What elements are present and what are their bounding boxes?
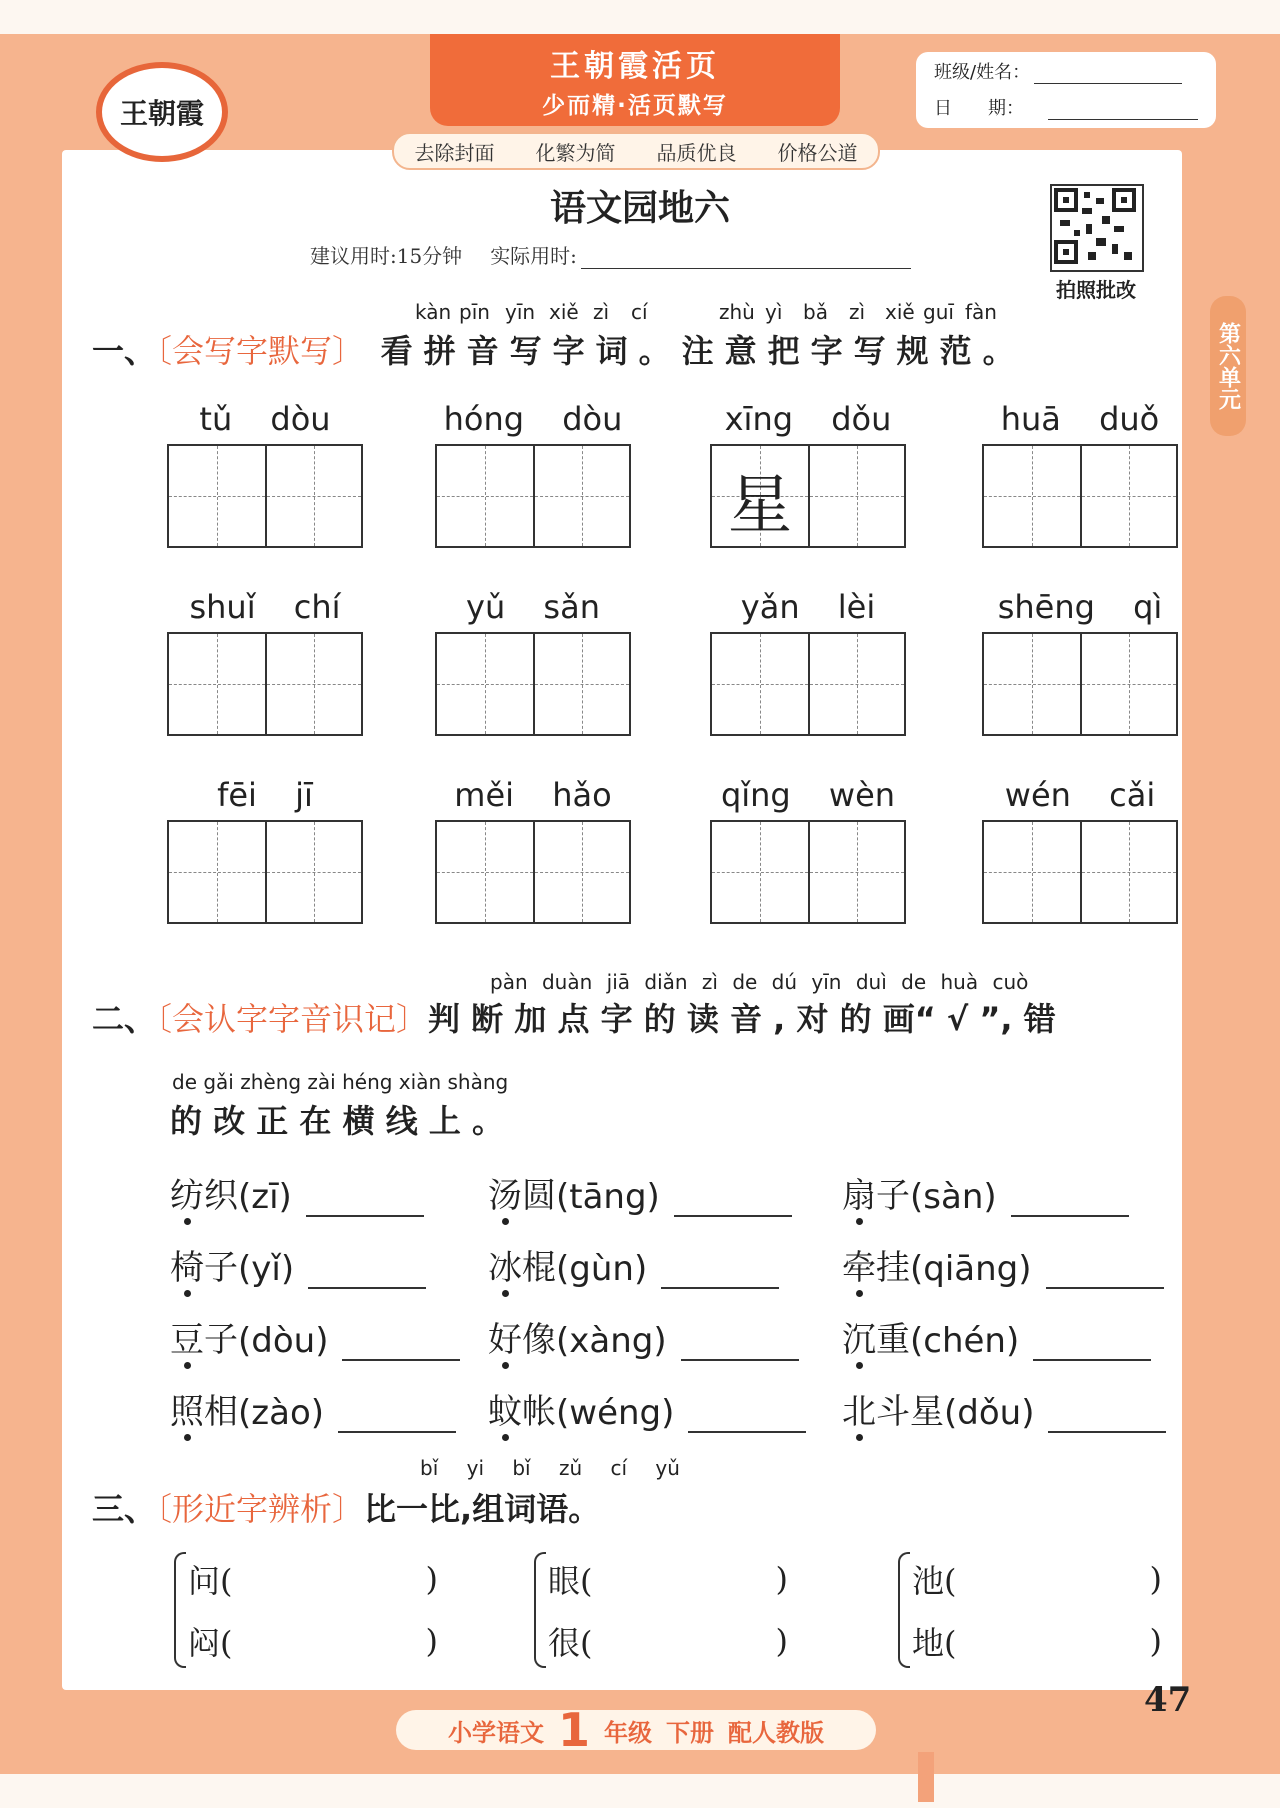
pinyin: pīn — [459, 300, 490, 324]
section2-pinyin-line2: de gǎi zhèng zài héng xiàn shàng — [172, 1070, 509, 1094]
item-word — [170, 1240, 238, 1289]
character-cell[interactable] — [533, 446, 629, 546]
emphasis-dot — [856, 1362, 863, 1369]
word-pinyin: yǎn lèi — [740, 588, 876, 626]
answer-blank[interactable] — [1048, 1401, 1166, 1433]
answer-blank[interactable] — [338, 1401, 456, 1433]
item-pinyin: (chén) — [910, 1321, 1020, 1361]
instruction-char: 注 — [681, 332, 714, 370]
answer-blank[interactable] — [342, 1329, 460, 1361]
word-item — [165, 776, 365, 924]
slogan: 品质优良 — [656, 140, 737, 165]
item-word-text: 沉重 — [842, 1320, 910, 1360]
section3-heading — [92, 1484, 600, 1530]
pinyin: guī — [923, 300, 954, 324]
item-word-text: 扇子 — [842, 1176, 910, 1216]
section2-pinyin-line1: pàn duàn jiā diǎn zì de dú yīn duì de huà cuò — [490, 970, 1029, 994]
instruction-char: 写 — [853, 332, 886, 370]
character-cell[interactable] — [808, 446, 904, 546]
word-item — [433, 588, 633, 736]
character-cell[interactable] — [437, 634, 533, 734]
word-item — [433, 400, 633, 548]
logo-text: 王朝霞 — [119, 97, 204, 130]
judgement-item — [170, 1384, 456, 1433]
instruction-char: 规 — [896, 332, 929, 370]
close-paren: ) — [1149, 1560, 1162, 1598]
emphasis-dot — [184, 1362, 191, 1369]
instruction-char: 。 — [982, 332, 1015, 370]
item-word-text: 纺织 — [170, 1176, 238, 1216]
slogan-bar — [392, 132, 880, 170]
item-word-text: 好像 — [488, 1320, 556, 1360]
pinyin: bǎ — [803, 300, 828, 324]
time-line — [310, 240, 911, 269]
pinyin: xiě — [549, 300, 579, 324]
word-pinyin: hóng dòu — [443, 400, 623, 438]
word-item — [165, 400, 365, 548]
close-paren: ) — [775, 1622, 788, 1660]
item-word — [488, 1168, 556, 1217]
pair-line — [188, 1548, 438, 1610]
item-pinyin: (qiāng) — [910, 1249, 1032, 1289]
section1-heading — [92, 326, 1020, 372]
answer-blank[interactable] — [674, 1185, 792, 1217]
word-pinyin: xīng dǒu — [724, 400, 892, 438]
close-paren: ) — [1149, 1622, 1162, 1660]
character-cell[interactable] — [169, 822, 265, 922]
pinyin: cí — [631, 300, 648, 324]
item-word — [842, 1384, 944, 1433]
word-pinyin: wén cǎi — [1004, 776, 1156, 814]
answer-space[interactable] — [593, 1621, 776, 1661]
answer-space[interactable] — [593, 1559, 776, 1599]
answer-blank[interactable] — [308, 1257, 426, 1289]
brace-icon — [898, 1552, 910, 1668]
judgement-item — [842, 1312, 1151, 1361]
writing-grid — [435, 444, 631, 548]
footer-edition: 配人教版 — [728, 1718, 824, 1747]
footer-grade-number: 1 — [557, 1703, 590, 1757]
character-cell[interactable] — [437, 446, 533, 546]
word-pinyin: tǔ dòu — [199, 400, 331, 438]
character-cell[interactable] — [169, 446, 265, 546]
judgement-item — [842, 1240, 1164, 1289]
instruction-char: 意 — [724, 332, 757, 370]
judgement-item — [488, 1240, 779, 1289]
word-pinyin: yǔ sǎn — [466, 588, 600, 626]
section2-heading — [92, 994, 1056, 1040]
pair-character: 问( — [188, 1562, 233, 1600]
item-word-text: 冰棍 — [488, 1248, 556, 1288]
publisher-logo — [96, 62, 228, 162]
pair-character: 地( — [912, 1624, 957, 1662]
character-cell[interactable] — [808, 822, 904, 922]
instruction-char: 看 — [380, 332, 413, 370]
word-item — [980, 776, 1180, 924]
item-pinyin: (zī) — [238, 1177, 292, 1217]
footer-volume: 下册 — [666, 1718, 714, 1747]
writing-grid — [167, 820, 363, 924]
instruction-char: 。 — [638, 332, 671, 370]
item-word — [488, 1240, 556, 1289]
emphasis-dot — [856, 1218, 863, 1225]
judgement-item — [842, 1384, 1166, 1433]
word-pinyin: shuǐ chí — [189, 588, 341, 626]
writing-grid — [435, 820, 631, 924]
judgement-item — [488, 1168, 792, 1217]
item-word — [488, 1384, 556, 1433]
item-word-text: 汤圆 — [488, 1176, 556, 1216]
item-word — [488, 1312, 556, 1361]
answer-space[interactable] — [957, 1559, 1150, 1599]
word-pinyin: měi hǎo — [454, 776, 612, 814]
section2-instruction-line2: 的 改 正 在 横 线 上 。 — [170, 1102, 504, 1140]
section1-instruction — [375, 332, 1020, 370]
emphasis-dot — [184, 1434, 191, 1441]
item-pinyin: (sàn) — [910, 1177, 997, 1217]
class-name-label: 班级/姓名： — [934, 62, 1031, 83]
banner-subtitle: 少而精·活页默写 — [542, 92, 728, 119]
answer-blank[interactable] — [1011, 1185, 1129, 1217]
class-name-field[interactable] — [1034, 65, 1182, 84]
emphasis-dot — [502, 1290, 509, 1297]
pair-character: 池( — [912, 1562, 957, 1600]
writing-grid — [982, 632, 1178, 736]
item-pinyin: (tāng) — [556, 1177, 660, 1217]
word-item — [708, 400, 908, 548]
section3-instruction: 比一比,组词语。 — [364, 1490, 601, 1528]
date-line — [934, 94, 1198, 120]
character-cell[interactable] — [984, 634, 1080, 734]
pinyin: yīn — [505, 300, 536, 324]
answer-blank[interactable] — [306, 1185, 424, 1217]
instruction-char: 拼 — [423, 332, 456, 370]
instruction-char: 把 — [767, 332, 800, 370]
judgement-item — [842, 1168, 1129, 1217]
answer-space[interactable] — [957, 1621, 1150, 1661]
item-pinyin: (xàng) — [556, 1321, 667, 1361]
word-item — [433, 776, 633, 924]
word-pinyin: shēng qì — [997, 588, 1163, 626]
judgement-item — [170, 1240, 426, 1289]
qr-code[interactable] — [1050, 184, 1144, 272]
item-pinyin: (gùn) — [556, 1249, 648, 1289]
instruction-char: 范 — [939, 332, 972, 370]
item-word-text: 照相 — [170, 1392, 238, 1432]
item-word — [842, 1168, 910, 1217]
section2-instruction-line1: 判 断 加 点 字 的 读 音 , 对 的 画“ √ ”, 错 — [428, 1000, 1056, 1038]
character-pair — [548, 1548, 788, 1672]
answer-blank[interactable] — [688, 1401, 806, 1433]
pinyin: kàn — [415, 300, 452, 324]
answer-blank[interactable] — [661, 1257, 779, 1289]
character-cell[interactable] — [265, 634, 361, 734]
character-cell[interactable] — [984, 822, 1080, 922]
emphasis-dot — [856, 1290, 863, 1297]
pinyin: zì — [849, 300, 866, 324]
close-paren: ) — [425, 1560, 438, 1598]
answer-blank[interactable] — [1033, 1329, 1151, 1361]
instruction-char: 词 — [595, 332, 628, 370]
pair-line — [548, 1548, 788, 1610]
section-number: 一、 — [92, 332, 157, 370]
item-word-text: 豆子 — [170, 1320, 238, 1360]
emphasis-dot — [856, 1434, 863, 1441]
section-tag: 〔会认字字音识记〕 — [156, 1000, 429, 1038]
word-item — [980, 588, 1180, 736]
item-pinyin: (dòu) — [238, 1321, 329, 1361]
pair-character: 很( — [548, 1624, 593, 1662]
character-cell[interactable] — [533, 634, 629, 734]
writing-grid — [167, 444, 363, 548]
footer-bar — [396, 1703, 876, 1757]
pinyin: zhù — [719, 300, 755, 324]
item-word-text: 椅子 — [170, 1248, 238, 1288]
item-word-text: 牵挂 — [842, 1248, 910, 1288]
character-cell[interactable] — [712, 634, 808, 734]
character-cell[interactable] — [712, 446, 808, 546]
date-label: 日 期： — [934, 98, 1024, 119]
instruction-char: 写 — [509, 332, 542, 370]
character-cell[interactable] — [265, 446, 361, 546]
word-pinyin: fēi jī — [217, 776, 313, 814]
item-word — [170, 1384, 238, 1433]
suggested-time: 建议用时:15分钟 — [310, 244, 463, 268]
footer-grade: 年级 — [604, 1718, 652, 1747]
judgement-item — [170, 1168, 424, 1217]
qr-label: 拍照批改 — [1056, 278, 1136, 302]
item-word-text: 北斗星 — [842, 1392, 944, 1432]
pair-character: 闷( — [188, 1624, 233, 1662]
answer-blank[interactable] — [681, 1329, 799, 1361]
character-cell[interactable] — [265, 822, 361, 922]
character-cell[interactable] — [1080, 446, 1176, 546]
instruction-char: 音 — [466, 332, 499, 370]
word-item — [980, 400, 1180, 548]
emphasis-dot — [502, 1434, 509, 1441]
brace-icon — [534, 1552, 546, 1668]
judgement-item — [488, 1312, 799, 1361]
section-tag: 〔形近字辨析〕 — [156, 1490, 365, 1528]
word-pinyin: huā duǒ — [1000, 400, 1160, 438]
brace-icon — [174, 1552, 186, 1668]
unit-tab: 第六单元 — [1210, 296, 1246, 436]
judgement-item — [170, 1312, 460, 1361]
pair-line — [188, 1610, 438, 1672]
pair-line — [912, 1610, 1162, 1672]
actual-time-label: 实际用时: — [490, 244, 577, 268]
section-tag: 〔会写字默写〕 — [156, 332, 365, 370]
pair-character: 眼( — [548, 1562, 593, 1600]
item-word — [842, 1240, 910, 1289]
character-cell[interactable] — [437, 822, 533, 922]
character-cell[interactable] — [984, 446, 1080, 546]
slogan: 去除封面 — [414, 140, 495, 165]
header-banner — [430, 34, 840, 126]
item-word — [170, 1168, 238, 1217]
item-pinyin: (yǐ) — [238, 1249, 295, 1289]
writing-grid — [710, 632, 906, 736]
pinyin: yì — [765, 300, 783, 324]
section-number: 三、 — [92, 1490, 157, 1528]
character-cell[interactable] — [1080, 822, 1176, 922]
writing-grid — [982, 444, 1178, 548]
character-pair — [912, 1548, 1162, 1672]
footer-subject: 小学语文 — [447, 1718, 544, 1747]
instruction-char: 字 — [810, 332, 843, 370]
emphasis-dot — [184, 1290, 191, 1297]
slogan: 价格公道 — [777, 140, 858, 165]
writing-grid — [710, 444, 906, 548]
section3-pinyin: bǐ yi bǐ zǔ cí yǔ — [420, 1456, 680, 1480]
word-pinyin: qǐng wèn — [720, 776, 896, 814]
answer-space[interactable] — [233, 1621, 426, 1661]
emphasis-dot — [184, 1218, 191, 1225]
class-name-line — [934, 58, 1182, 84]
student-info-box — [916, 52, 1216, 128]
item-word — [842, 1312, 910, 1361]
item-word-text: 蚊帐 — [488, 1392, 556, 1432]
section-number: 二、 — [92, 1000, 157, 1038]
instruction-char: 字 — [552, 332, 585, 370]
answer-space[interactable] — [233, 1559, 426, 1599]
emphasis-dot — [502, 1218, 509, 1225]
answer-blank[interactable] — [1046, 1257, 1164, 1289]
item-word — [170, 1312, 238, 1361]
character-pair — [188, 1548, 438, 1672]
character-cell[interactable] — [169, 634, 265, 734]
pinyin: fàn — [965, 300, 997, 324]
section1-pinyin-row — [415, 300, 1005, 324]
word-item — [708, 776, 908, 924]
slogan: 化繁为简 — [535, 140, 616, 165]
item-pinyin: (dǒu) — [944, 1393, 1035, 1433]
emphasis-dot — [502, 1362, 509, 1369]
page-title: 语文园地六 — [549, 188, 730, 229]
item-pinyin: (zào) — [238, 1393, 325, 1433]
pair-line — [548, 1610, 788, 1672]
writing-grid — [435, 632, 631, 736]
character-cell[interactable] — [712, 822, 808, 922]
banner-title: 王朝霞活页 — [550, 48, 720, 84]
item-pinyin: (wéng) — [556, 1393, 675, 1433]
writing-grid — [710, 820, 906, 924]
writing-grid — [167, 632, 363, 736]
pair-line — [912, 1548, 1162, 1610]
judgement-item — [488, 1384, 806, 1433]
writing-grid — [982, 820, 1178, 924]
page-marker — [918, 1752, 934, 1802]
actual-time-field[interactable] — [581, 248, 911, 269]
character-cell[interactable] — [533, 822, 629, 922]
close-paren: ) — [775, 1560, 788, 1598]
close-paren: ) — [425, 1622, 438, 1660]
character-cell[interactable] — [1080, 634, 1176, 734]
pinyin: xiě — [885, 300, 915, 324]
date-field[interactable] — [1048, 101, 1198, 120]
word-item — [165, 588, 365, 736]
written-character: 星 — [728, 469, 792, 543]
word-item — [708, 588, 908, 736]
pinyin: zì — [593, 300, 610, 324]
character-cell[interactable] — [808, 634, 904, 734]
page-number: 47 — [1144, 1680, 1192, 1720]
